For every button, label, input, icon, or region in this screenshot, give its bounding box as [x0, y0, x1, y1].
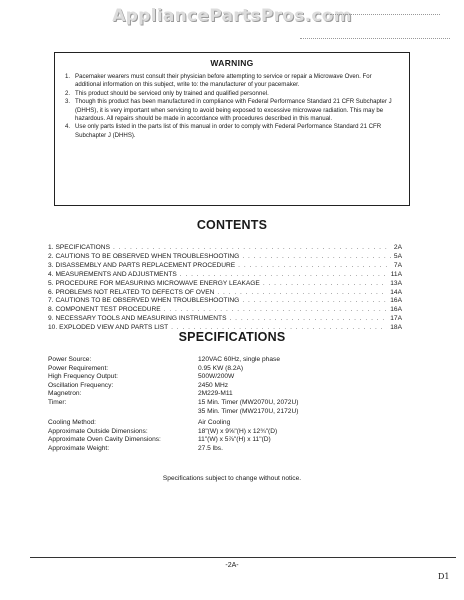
- spec-value: 27.5 lbs.: [198, 444, 223, 452]
- contents-item-number: 8.: [48, 306, 54, 314]
- leader-dots: [217, 289, 387, 298]
- contents-item-page: 16A: [390, 306, 402, 314]
- spec-value: 11"(W) x 5⅞"(H) x 11"(D): [198, 436, 271, 444]
- contents-item[interactable]: [48, 297, 402, 306]
- warning-title: WARNING: [210, 58, 254, 68]
- spec-row: [48, 399, 348, 416]
- scan-mark: [330, 14, 440, 15]
- warning-item: [65, 73, 399, 90]
- contents-item-page: 7A: [393, 261, 402, 269]
- spec-label: Approximate Oven Cavity Dimensions:: [48, 436, 161, 444]
- specifications-title: SPECIFICATIONS: [178, 330, 286, 344]
- warning-item: [65, 90, 399, 98]
- page-number: -2A-: [225, 562, 239, 569]
- spec-label: Power Requirement:: [48, 364, 109, 372]
- spec-row: [48, 373, 348, 382]
- spec-row: [48, 419, 348, 428]
- warning-item-text: This product should be serviced only by trained and qualified personnel.: [75, 89, 269, 97]
- contents-item-page: 2A: [393, 244, 402, 251]
- spec-label: Cooling Method:: [48, 419, 97, 427]
- spec-row: [48, 428, 348, 437]
- contents-item-number: 3.: [48, 261, 54, 269]
- spec-row: [48, 445, 348, 454]
- leader-dots: [113, 244, 391, 253]
- corner-mark: D1: [438, 572, 450, 581]
- spec-label: Power Source:: [48, 356, 92, 363]
- contents-list: [48, 244, 402, 333]
- contents-item-title: MEASUREMENTS AND ADJUSTMENTS: [55, 270, 177, 278]
- warning-list: [65, 73, 399, 140]
- bottom-rule: [30, 557, 456, 558]
- spec-label: Approximate Outside Dimensions:: [48, 427, 148, 435]
- spec-row: [48, 382, 348, 391]
- leader-dots: [164, 306, 388, 315]
- contents-item-page: 17A: [390, 315, 402, 323]
- spec-label: Magnetron:: [48, 390, 82, 398]
- contents-item-title: CAUTIONS TO BE OBSERVED WHEN TROUBLESHOOTING: [55, 252, 240, 260]
- contents-item[interactable]: [48, 280, 402, 289]
- warning-item: [65, 123, 399, 140]
- spec-value: 15 Min. Timer (MW2070U, 2072U): [198, 398, 299, 406]
- spec-row: [48, 365, 348, 374]
- contents-item-page: 14A: [390, 288, 402, 296]
- spec-row: [48, 356, 348, 365]
- spec-value: 120VAC 60Hz, single phase: [198, 356, 280, 363]
- contents-item-title: PROCEDURE FOR MEASURING MICROWAVE ENERGY LEAKAGE: [55, 279, 260, 287]
- spec-label: High Frequency Output:: [48, 373, 119, 381]
- contents-item-page: 16A: [390, 297, 402, 305]
- leader-dots: [242, 253, 391, 262]
- contents-item-title: EXPLODED VIEW AND PARTS LIST: [59, 324, 169, 332]
- scan-mark: [300, 38, 450, 39]
- spec-value: 500W/200W: [198, 373, 235, 381]
- leader-dots: [238, 262, 391, 271]
- contents-item-title: PROBLEMS NOT RELATED TO DEFECTS OF OVEN: [55, 288, 215, 296]
- spec-value: 18"(W) x 9⅝"(H) x 12¾"(D): [198, 427, 278, 435]
- contents-item-number: 5.: [48, 279, 54, 287]
- contents-item-number: 2.: [48, 252, 54, 260]
- contents-item-number: 6.: [48, 288, 54, 296]
- watermark: AppliancePartsPros.com: [112, 6, 352, 26]
- leader-dots: [230, 315, 388, 324]
- warning-item-number: 4.: [65, 123, 71, 131]
- contents-item[interactable]: [48, 315, 402, 324]
- warning-item: [65, 98, 399, 123]
- contents-item-page: 18A: [390, 324, 402, 332]
- contents-item[interactable]: [48, 271, 402, 280]
- leader-dots: [263, 280, 387, 289]
- contents-item-title: DISASSEMBLY AND PARTS REPLACEMENT PROCEDURE: [55, 261, 236, 269]
- contents-item-title: COMPONENT TEST PROCEDURE: [55, 306, 161, 314]
- spec-label: Approximate Weight:: [48, 444, 110, 452]
- contents-item[interactable]: [48, 253, 402, 262]
- warning-item-text: Though this product has been manufactured in compliance with Federal Performance Standard 21 CFR Subchapter J (DHHS), it is very important when servicing to avoid being exposed to excessive microwave radiation. This may be hazardous. All repairs should be made in accordance with procedures described in this manual.: [75, 98, 392, 123]
- contents-item-title: SPECIFICATIONS: [55, 244, 110, 251]
- contents-item-number: 1.: [48, 244, 54, 251]
- contents-title: CONTENTS: [196, 218, 268, 232]
- warning-item-number: 2.: [65, 89, 71, 97]
- leader-dots: [180, 271, 388, 280]
- spec-value: 2450 MHz: [198, 381, 229, 389]
- warning-item-number: 3.: [65, 98, 71, 106]
- spec-value: 0.95 KW (8.2A): [198, 364, 244, 372]
- specifications-table: [48, 356, 348, 454]
- contents-item-page: 13A: [390, 279, 402, 287]
- leader-dots: [242, 297, 387, 306]
- contents-item-page: 5A: [393, 252, 402, 260]
- contents-item-page: 11A: [390, 270, 402, 278]
- warning-box: [54, 52, 410, 206]
- contents-item-number: 9.: [48, 315, 54, 323]
- specifications-note: Specifications subject to change without notice.: [162, 475, 302, 482]
- contents-item-number: 10.: [48, 324, 58, 332]
- contents-item-title: NECESSARY TOOLS AND MEASURING INSTRUMENTS: [55, 315, 227, 323]
- spec-value: 35 Min. Timer (MW2170U, 2172U): [198, 407, 299, 415]
- spec-row: [48, 390, 348, 399]
- contents-item-title: CAUTIONS TO BE OBSERVED WHEN TROUBLESHOOTING: [55, 297, 240, 305]
- contents-item[interactable]: [48, 262, 402, 271]
- spec-label: Oscillation Frequency:: [48, 381, 114, 389]
- spec-value: 2M229-M11: [198, 390, 233, 398]
- warning-item-number: 1.: [65, 73, 71, 80]
- contents-item[interactable]: [48, 289, 402, 298]
- spec-label: Timer:: [48, 398, 67, 406]
- contents-item-number: 4.: [48, 270, 54, 278]
- warning-item-text: Use only parts listed in the parts list of this manual in order to comply with Federal Performance Standard 21 CFR Subchapter J (DHHS).: [75, 123, 382, 139]
- contents-item[interactable]: [48, 244, 402, 253]
- contents-item[interactable]: [48, 306, 402, 315]
- warning-item-text: Pacemaker wearers must consult their physician before attempting to service or repair a Microwave Oven. For additional information on this subject, write to: the manufacturer of your pacemaker.: [75, 73, 372, 89]
- spec-row: [48, 436, 348, 445]
- spec-value: Air Cooling: [198, 419, 231, 427]
- contents-item-number: 7.: [48, 297, 54, 305]
